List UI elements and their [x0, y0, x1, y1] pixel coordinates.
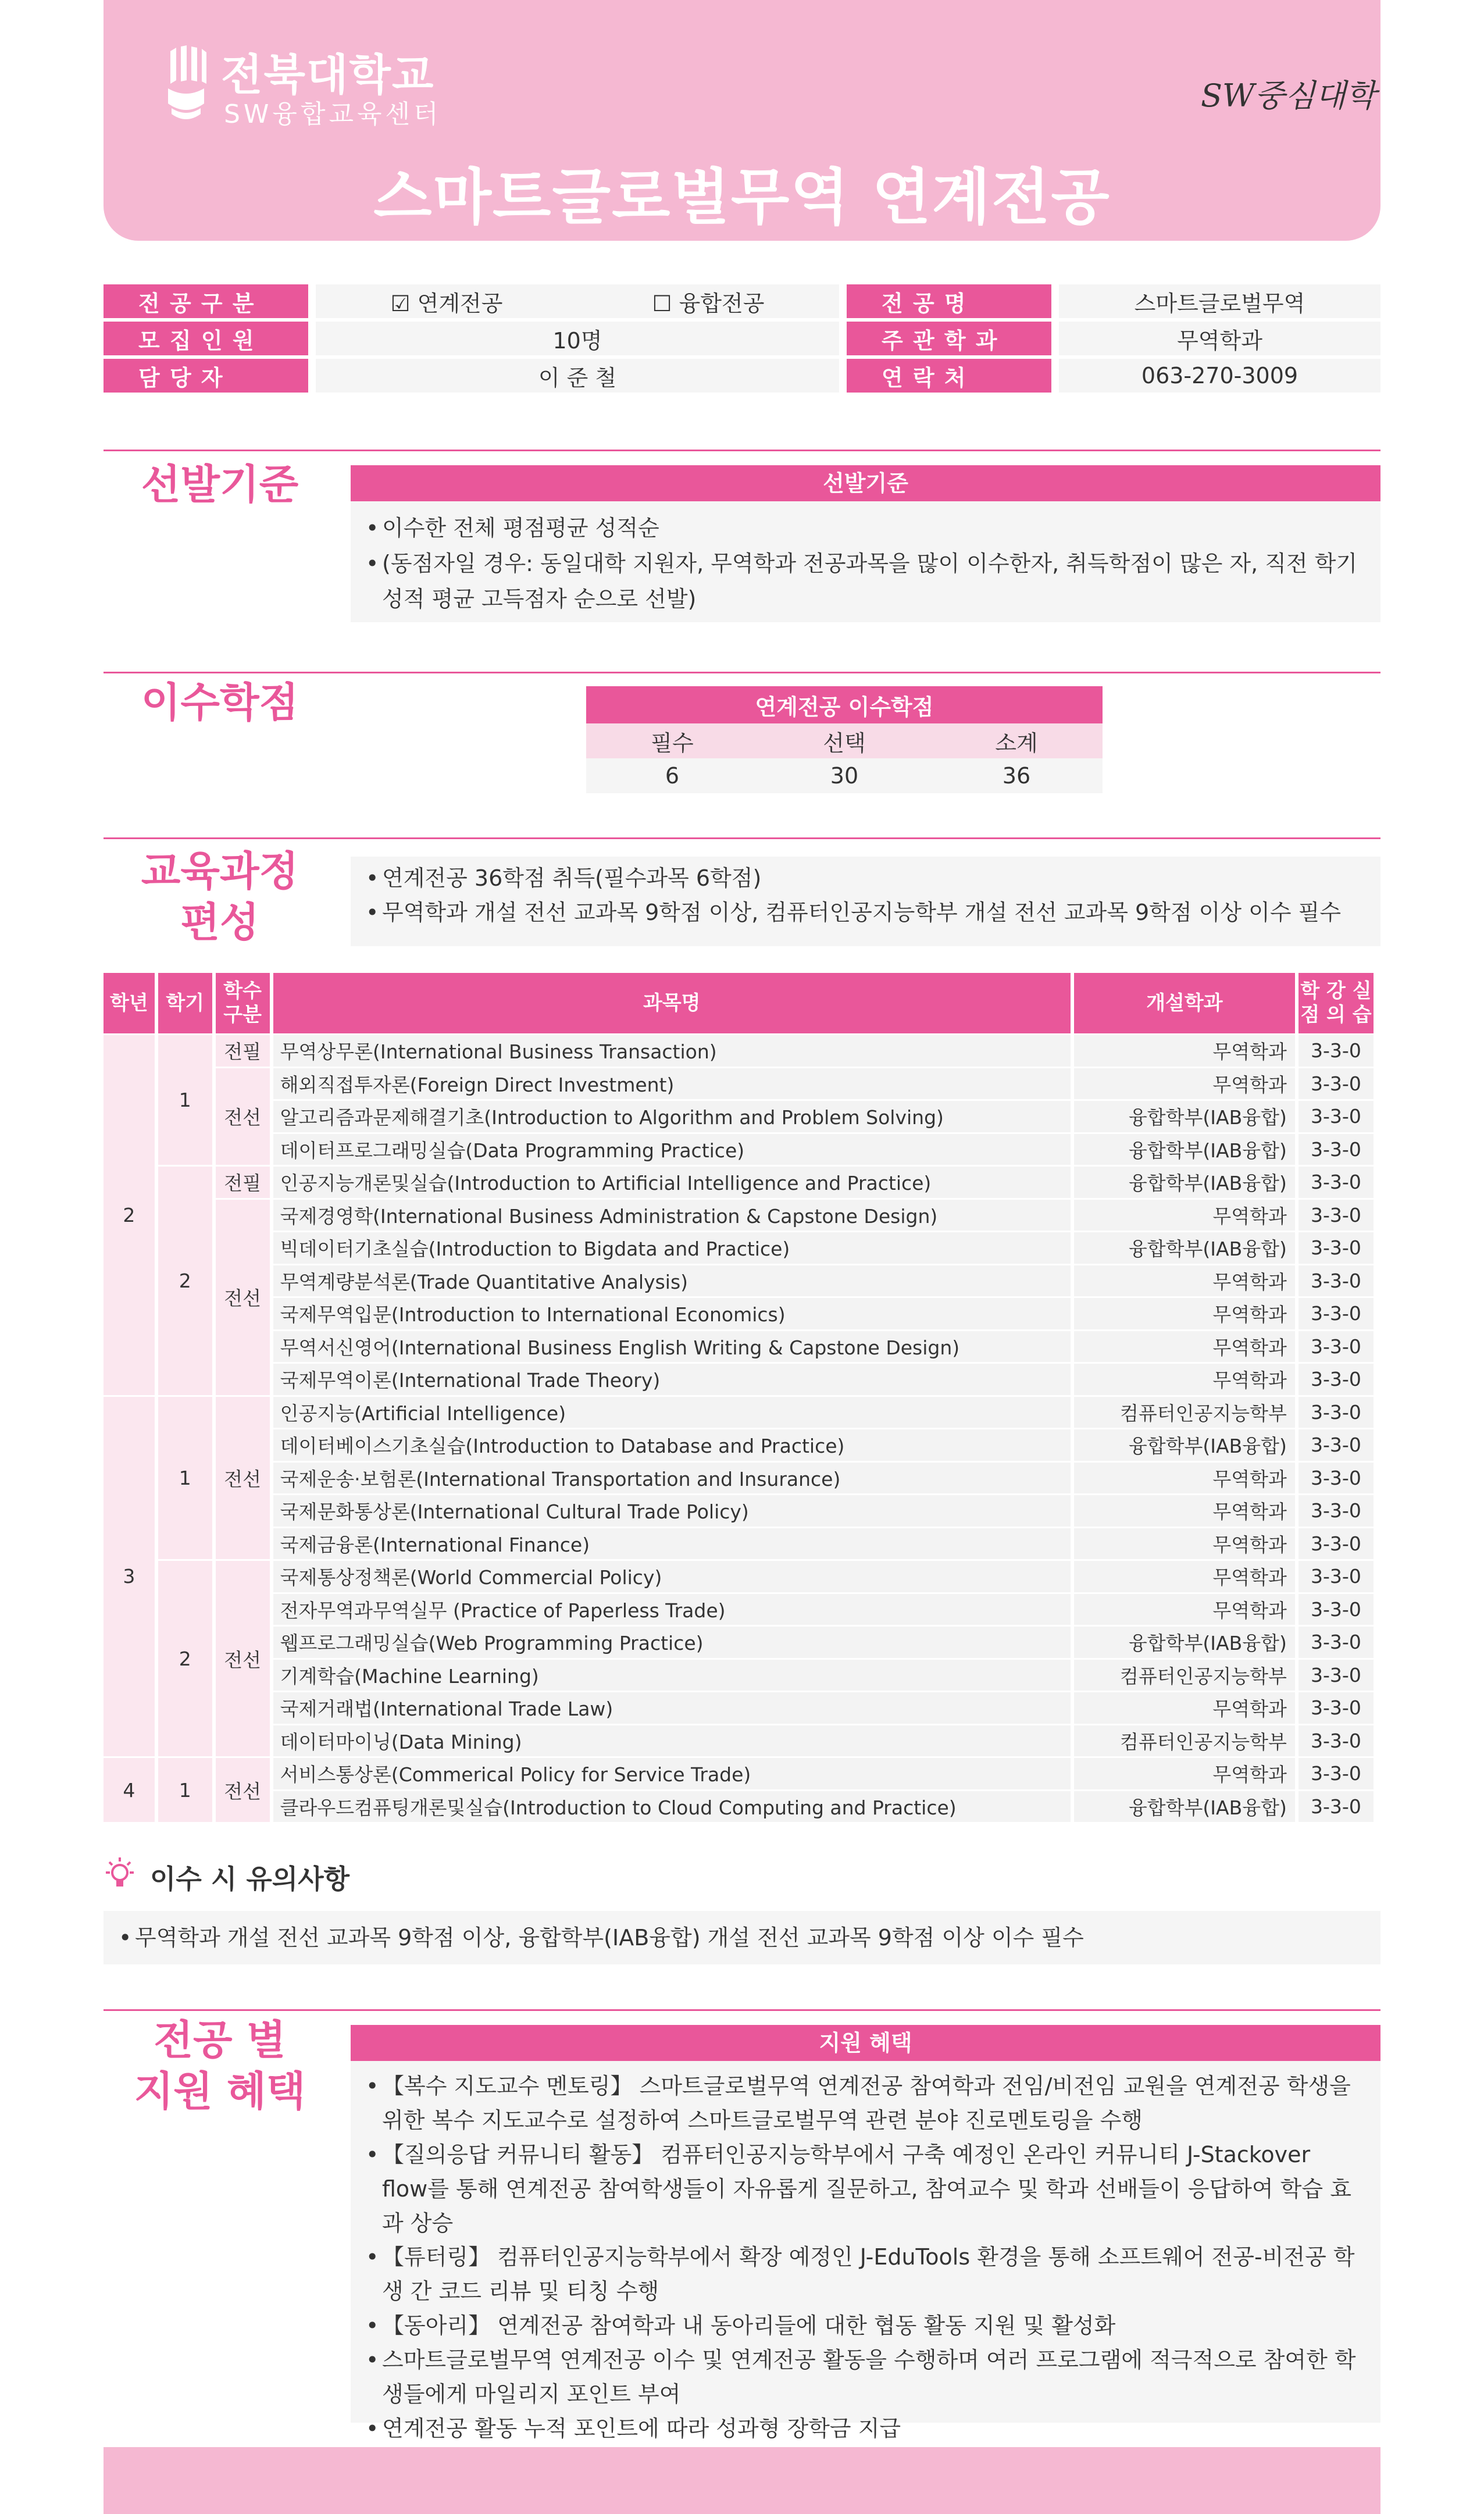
course-name: 무역계량분석론(Trade Quantitative Analysis): [273, 1265, 1071, 1297]
credits-header-total: 소계: [930, 723, 1103, 758]
checkbox-linked-major: ☑ 연계전공: [316, 284, 577, 318]
course-name: 국제운송·보험론(International Transportation and Insurance): [273, 1463, 1071, 1494]
category-cell: 전필: [216, 1035, 270, 1067]
course-name: 무역상무론(International Business Transaction): [273, 1035, 1071, 1067]
lightbulb-icon: [104, 1856, 136, 1891]
benefits-box-title: 지원 혜택: [351, 2025, 1380, 2061]
course-credit: 3-3-0: [1298, 1429, 1374, 1461]
course-dept: 무역학과: [1074, 1594, 1295, 1625]
category-cell: 전선: [216, 1068, 270, 1165]
course-name: 국제통상정책론(World Commercial Policy): [273, 1561, 1071, 1592]
credits-header-elective: 선택: [758, 723, 930, 758]
course-name: 웹프로그래밍실습(Web Programming Practice): [273, 1627, 1071, 1658]
caution-text: • 무역학과 개설 전선 교과목 9학점 이상, 융합학부(IAB융합) 개설 전선 교과목 9학점 이상 이수 필수: [115, 1911, 1369, 1964]
col-header-credit: 학 강 실 점 의 습: [1298, 973, 1374, 1033]
course-dept: 융합학부(IAB융합): [1074, 1429, 1295, 1461]
section-title-credits: 이수학점: [141, 679, 299, 726]
category-cell: 전필: [216, 1167, 270, 1198]
col-header-year: 학년: [104, 973, 155, 1033]
col-header-semester: 학기: [158, 973, 212, 1033]
recruit-value: 10명: [316, 322, 839, 355]
contact-value: 063-270-3009: [1059, 359, 1380, 393]
course-name: 국제거래법(International Trade Law): [273, 1692, 1071, 1724]
caution-box: [104, 1911, 1380, 1964]
course-dept: 무역학과: [1074, 1364, 1295, 1395]
course-name: 무역서신영어(International Business English Writing & Capstone Design): [273, 1331, 1071, 1363]
semester-cell: 1: [158, 1397, 212, 1560]
category-cell: 전선: [216, 1561, 270, 1756]
semester-cell: 2: [158, 1561, 212, 1756]
category-cell: 전선: [216, 1397, 270, 1560]
course-credit: 3-3-0: [1298, 1528, 1374, 1560]
section-title-selection: 선발기준: [141, 461, 299, 508]
course-credit: 3-3-0: [1298, 1298, 1374, 1329]
course-credit: 3-3-0: [1298, 1134, 1374, 1165]
curriculum-note: • 무역학과 개설 전선 교과목 9학점 이상, 컴퓨터인공지능학부 개설 전선 교과목 9학점 이상 이수 필수: [362, 896, 1369, 930]
divider: [104, 450, 1380, 451]
university-emblem-icon: [166, 45, 206, 127]
semester-cell: 1: [158, 1758, 212, 1822]
selection-criteria-detail: • (동점자일 경우: 동일대학 지원자, 무역학과 전공과목을 많이 이수한자, 취득학점이 많은 자, 직전 학기 성적 평균 고득점자 순으로 선발): [362, 546, 1369, 617]
section-title-curriculum: 교육과정 편성: [141, 847, 299, 946]
course-dept: 무역학과: [1074, 1035, 1295, 1067]
course-name: 인공지능(Artificial Intelligence): [273, 1397, 1071, 1428]
university-name: 전북대학교: [221, 50, 435, 100]
semester-cell: 2: [158, 1167, 212, 1395]
course-credit: 3-3-0: [1298, 1035, 1374, 1067]
course-name: 기계학습(Machine Learning): [273, 1660, 1071, 1691]
course-name: 인공지능개론및실습(Introduction to Artificial Intelligence and Practice): [273, 1167, 1071, 1198]
selection-box-title: 선발기준: [351, 465, 1380, 501]
course-name: 국제금융론(International Finance): [273, 1528, 1071, 1560]
course-credit: 3-3-0: [1298, 1397, 1374, 1428]
host-dept-value: 무역학과: [1059, 322, 1380, 355]
year-cell: 4: [104, 1758, 155, 1822]
curriculum-notes: [351, 857, 1380, 946]
course-name: 데이터프로그래밍실습(Data Programming Practice): [273, 1134, 1071, 1165]
footer-band: [104, 2447, 1380, 2514]
course-credit: 3-3-0: [1298, 1495, 1374, 1527]
course-name: 클라우드컴퓨팅개론및실습(Introduction to Cloud Computing and Practice): [273, 1791, 1071, 1823]
course-credit: 3-3-0: [1298, 1167, 1374, 1198]
credits-elective-value: 30: [758, 758, 930, 793]
course-dept: 융합학부(IAB융합): [1074, 1101, 1295, 1132]
course-name: 전자무역과무역실무 (Practice of Paperless Trade): [273, 1594, 1071, 1625]
course-credit: 3-3-0: [1298, 1265, 1374, 1297]
benefit-item: • 연계전공 활동 누적 포인트에 따라 성과형 장학금 지급: [362, 2412, 1357, 2446]
course-dept: 무역학과: [1074, 1561, 1295, 1592]
col-header-category: 학수 구분: [216, 973, 270, 1033]
col-header-course: 과목명: [273, 973, 1071, 1033]
course-credit: 3-3-0: [1298, 1232, 1374, 1264]
course-dept: 무역학과: [1074, 1463, 1295, 1494]
course-dept: 융합학부(IAB융합): [1074, 1134, 1295, 1165]
info-table: [104, 281, 1380, 396]
course-credit: 3-3-0: [1298, 1692, 1374, 1724]
benefits-box: [351, 2061, 1380, 2441]
course-credit: 3-3-0: [1298, 1463, 1374, 1494]
category-cell: 전선: [216, 1758, 270, 1822]
benefit-item: • 【복수 지도교수 멘토링】 스마트글로벌무역 연계전공 참여학과 전임/비전임 교원을 연계전공 학생을 위한 복수 지도교수로 설정하여 스마트글로벌무역 관련 분야 진로멘토링을 수행: [362, 2069, 1357, 2138]
course-dept: 무역학과: [1074, 1265, 1295, 1297]
course-credit: 3-3-0: [1298, 1200, 1374, 1231]
col-header-dept: 개설학과: [1074, 973, 1295, 1033]
label-host-dept: 주 관 학 과: [847, 322, 1051, 355]
course-dept: 무역학과: [1074, 1200, 1295, 1231]
benefit-item: • 스마트글로벌무역 연계전공 이수 및 연계전공 활동을 수행하며 여러 프로그램에 적극적으로 참여한 학생들에게 마일리지 포인트 부여: [362, 2343, 1357, 2412]
course-dept: 컴퓨터인공지능학부: [1074, 1725, 1295, 1757]
checkbox-convergence-major: ☐ 융합전공: [577, 284, 839, 318]
course-dept: 무역학과: [1074, 1528, 1295, 1560]
course-name: 국제무역입문(Introduction to International Economics): [273, 1298, 1071, 1329]
year-cell: 3: [104, 1397, 155, 1757]
label-recruit: 모 집 인 원: [104, 322, 308, 355]
course-name: 해외직접투자론(Foreign Direct Investment): [273, 1068, 1071, 1100]
course-name: 국제무역이론(International Trade Theory): [273, 1364, 1071, 1395]
major-name-value: 스마트글로벌무역: [1059, 284, 1380, 318]
semester-cell: 1: [158, 1035, 212, 1165]
course-dept: 융합학부(IAB융합): [1074, 1791, 1295, 1823]
course-credit: 3-3-0: [1298, 1594, 1374, 1625]
course-name: 빅데이터기초실습(Introduction to Bigdata and Practice): [273, 1232, 1071, 1264]
divider: [104, 672, 1380, 673]
course-dept: 무역학과: [1074, 1331, 1295, 1363]
section-title-benefits: 전공 별 지원 혜택: [134, 2016, 306, 2115]
sw-university-tag: SW중심대학: [1201, 77, 1376, 114]
credits-required-value: 6: [586, 758, 758, 793]
label-contact: 연 락 처: [847, 359, 1051, 393]
curriculum-table: [100, 971, 1377, 1824]
credits-total-value: 36: [930, 758, 1103, 793]
course-credit: 3-3-0: [1298, 1561, 1374, 1592]
category-cell: 전선: [216, 1200, 270, 1395]
course-credit: 3-3-0: [1298, 1791, 1374, 1823]
course-name: 서비스통상론(Commerical Policy for Service Trade): [273, 1758, 1071, 1789]
course-dept: 컴퓨터인공지능학부: [1074, 1660, 1295, 1691]
credits-table-title: 연계전공 이수학점: [586, 686, 1103, 723]
course-credit: 3-3-0: [1298, 1660, 1374, 1691]
course-credit: 3-3-0: [1298, 1758, 1374, 1789]
selection-criteria-line: • 이수한 전체 평점평균 성적순: [362, 511, 1369, 546]
manager-value: 이 준 철: [316, 359, 839, 393]
caution-title: 이수 시 유의사항: [150, 1863, 350, 1895]
course-dept: 무역학과: [1074, 1298, 1295, 1329]
course-credit: 3-3-0: [1298, 1331, 1374, 1363]
selection-criteria-box: [351, 501, 1380, 622]
label-major-name: 전 공 명: [847, 284, 1051, 318]
course-credit: 3-3-0: [1298, 1068, 1374, 1100]
course-name: 알고리즘과문제해결기초(Introduction to Algorithm and Problem Solving): [273, 1101, 1071, 1132]
label-major-type: 전 공 구 분: [104, 284, 308, 318]
course-name: 데이터베이스기초실습(Introduction to Database and Practice): [273, 1429, 1071, 1461]
course-dept: 융합학부(IAB융합): [1074, 1167, 1295, 1198]
course-dept: 융합학부(IAB융합): [1074, 1627, 1295, 1658]
course-dept: 융합학부(IAB융합): [1074, 1232, 1295, 1264]
course-dept: 무역학과: [1074, 1758, 1295, 1789]
course-credit: 3-3-0: [1298, 1627, 1374, 1658]
year-cell: 2: [104, 1035, 155, 1395]
course-credit: 3-3-0: [1298, 1101, 1374, 1132]
course-name: 데이터마이닝(Data Mining): [273, 1725, 1071, 1757]
course-dept: 무역학과: [1074, 1692, 1295, 1724]
credits-header-required: 필수: [586, 723, 758, 758]
benefit-item: • 【질의응답 커뮤니티 활동】 컴퓨터인공지능학부에서 구축 예정인 온라인 커뮤니티 J-Stackover flow를 통해 연계전공 참여학생들이 자유롭게 질문하고, 참여교수 및 학과 선배들이 응답하여 학습 효과 상승: [362, 2138, 1357, 2241]
benefit-item: • 【튜터링】 컴퓨터인공지능학부에서 확장 예정인 J-EduTools 환경을 통해 소프트웨어 전공-비전공 학생 간 코드 리뷰 및 티칭 수행: [362, 2240, 1357, 2309]
benefit-item: • 【동아리】 연계전공 참여학과 내 동아리들에 대한 협동 활동 지원 및 활성화: [362, 2309, 1357, 2343]
label-manager: 담 당 자: [104, 359, 308, 393]
page-title: 스마트글로벌무역 연계전공: [373, 162, 1111, 233]
curriculum-note: • 연계전공 36학점 취득(필수과목 6학점): [362, 861, 1369, 896]
course-name: 국제경영학(International Business Administration & Capstone Design): [273, 1200, 1071, 1231]
course-dept: 무역학과: [1074, 1495, 1295, 1527]
course-credit: 3-3-0: [1298, 1725, 1374, 1757]
course-dept: 컴퓨터인공지능학부: [1074, 1397, 1295, 1428]
center-name: SW융합교육센터: [224, 99, 442, 129]
course-name: 국제문화통상론(International Cultural Trade Policy): [273, 1495, 1071, 1527]
course-credit: 3-3-0: [1298, 1364, 1374, 1395]
divider: [104, 2009, 1380, 2011]
credits-table: [586, 686, 1103, 793]
divider: [104, 837, 1380, 839]
course-dept: 무역학과: [1074, 1068, 1295, 1100]
